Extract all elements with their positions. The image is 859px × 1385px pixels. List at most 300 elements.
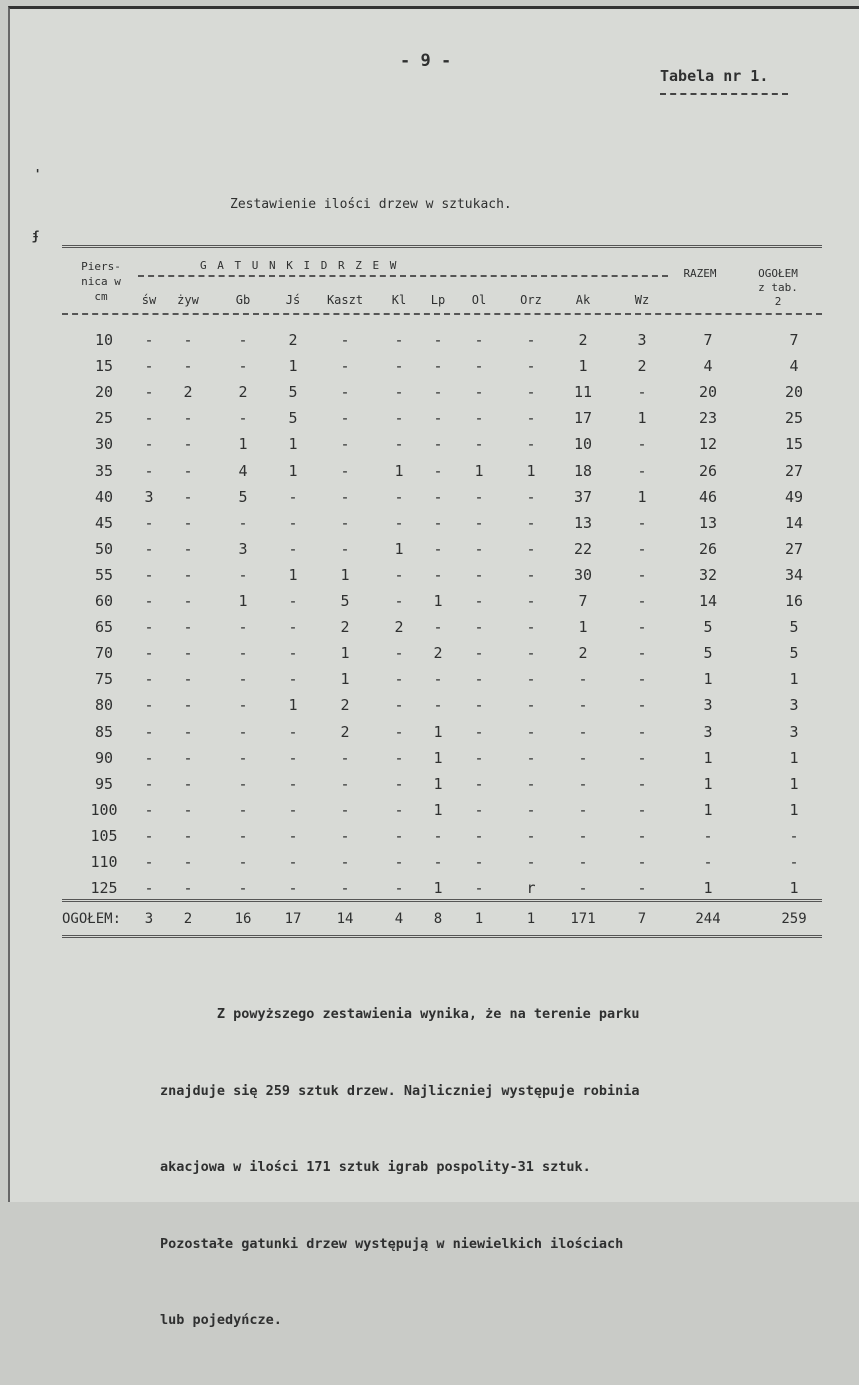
count-cell: - (526, 539, 536, 558)
count-cell: 20 (784, 383, 804, 402)
count-cell: 1 (394, 539, 404, 558)
count-cell: - (340, 331, 350, 349)
diameter-cell: 40 (94, 487, 114, 506)
count-cell: - (238, 644, 248, 663)
table-row (10, 723, 859, 747)
count-cell: 26 (698, 461, 718, 480)
count-cell: - (183, 435, 193, 454)
count-cell: - (474, 879, 484, 898)
count-cell: 20 (698, 383, 718, 402)
count-cell: 1 (340, 644, 350, 663)
count-cell: - (394, 853, 404, 871)
count-cell: 13 (698, 513, 718, 532)
diameter-cell: 80 (94, 696, 114, 715)
total-cell: 14 (336, 911, 354, 927)
diameter-cell: 100 (90, 800, 118, 819)
count-cell: - (474, 383, 484, 402)
count-cell: - (288, 879, 298, 898)
count-cell: r (526, 879, 536, 898)
count-cell: - (474, 357, 484, 376)
count-cell: 4 (238, 461, 248, 480)
count-cell: - (144, 774, 154, 793)
table-row (10, 801, 859, 825)
count-cell: 1 (433, 722, 443, 741)
count-cell: 7 (703, 331, 713, 349)
count-cell: 3 (703, 696, 713, 715)
count-cell: 2 (340, 696, 350, 715)
count-cell: 2 (340, 722, 350, 741)
count-cell: - (144, 853, 154, 871)
species-header: Lp (430, 293, 446, 307)
count-cell: - (288, 774, 298, 793)
count-cell: 1 (703, 879, 713, 898)
count-cell: 1 (789, 670, 799, 689)
count-cell: - (578, 879, 588, 898)
count-cell: 2 (433, 644, 443, 663)
count-cell: - (394, 383, 404, 402)
diameter-cell: 70 (94, 644, 114, 663)
count-cell: - (394, 670, 404, 689)
count-cell: 5 (789, 644, 799, 663)
header-razem: RAZEM (683, 267, 717, 280)
count-cell: 13 (573, 513, 593, 532)
count-cell: - (144, 644, 154, 663)
species-header: Kl (391, 293, 407, 307)
count-cell: 46 (698, 487, 718, 506)
count-cell: 1 (703, 748, 713, 767)
total-cell: 171 (570, 911, 596, 927)
table-row (10, 644, 859, 668)
count-cell: 1 (394, 461, 404, 480)
count-cell: - (238, 670, 248, 689)
count-cell: - (183, 513, 193, 532)
count-cell: - (340, 879, 350, 898)
count-cell: - (474, 592, 484, 610)
total-cell: 4 (394, 911, 404, 927)
table-row (10, 409, 859, 433)
count-cell: - (578, 670, 588, 689)
count-cell: - (340, 435, 350, 454)
count-cell: - (637, 644, 647, 663)
count-cell: 1 (238, 435, 248, 454)
count-cell: 1 (288, 435, 298, 454)
margin-mark-2: ʄ (32, 229, 40, 243)
count-cell: - (789, 853, 799, 871)
table-row (10, 749, 859, 773)
count-cell: - (394, 513, 404, 532)
count-cell: - (433, 565, 443, 584)
count-cell: 2 (340, 618, 350, 637)
count-cell: - (144, 879, 154, 898)
header-ogolem: OGOŁEM z tab. 2 (758, 267, 798, 308)
count-cell: - (340, 748, 350, 767)
count-cell: - (433, 618, 443, 637)
count-cell: 1 (789, 748, 799, 767)
count-cell: - (183, 644, 193, 663)
table-row (10, 696, 859, 720)
count-cell: 25 (784, 409, 804, 428)
count-cell: 18 (573, 461, 593, 480)
table-top-rule (62, 245, 822, 248)
count-cell: 1 (703, 774, 713, 793)
count-cell: - (288, 592, 298, 610)
count-cell: - (144, 383, 154, 402)
count-cell: - (238, 826, 248, 845)
count-cell: - (183, 539, 193, 558)
count-cell: - (526, 826, 536, 845)
count-cell: - (578, 696, 588, 715)
count-cell: 14 (784, 513, 804, 532)
count-cell: - (183, 774, 193, 793)
count-cell: - (394, 435, 404, 454)
total-cell: 3 (144, 911, 154, 927)
count-cell: - (526, 565, 536, 584)
diameter-cell: 15 (94, 357, 114, 376)
table-row (10, 853, 859, 877)
count-cell: 32 (698, 565, 718, 584)
count-cell: - (526, 853, 536, 871)
count-cell: - (474, 409, 484, 428)
count-cell: 10 (573, 435, 593, 454)
count-cell: - (340, 853, 350, 871)
count-cell: 1 (238, 592, 248, 610)
count-cell: 27 (784, 539, 804, 558)
count-cell: - (578, 748, 588, 767)
total-cell: 1 (526, 911, 536, 927)
table-row (10, 331, 859, 355)
count-cell: - (433, 461, 443, 480)
count-cell: - (394, 409, 404, 428)
count-cell: - (288, 748, 298, 767)
totals-bottom-rule (62, 935, 822, 938)
count-cell: 12 (698, 435, 718, 454)
count-cell: - (288, 618, 298, 637)
count-cell: - (288, 513, 298, 532)
count-cell: 14 (698, 592, 718, 610)
count-cell: - (703, 853, 713, 871)
count-cell: - (394, 357, 404, 376)
count-cell: - (637, 383, 647, 402)
count-cell: - (288, 644, 298, 663)
count-cell: - (394, 800, 404, 819)
count-cell: 5 (340, 592, 350, 610)
count-cell: - (394, 565, 404, 584)
count-cell: - (144, 565, 154, 584)
count-cell: - (183, 696, 193, 715)
count-cell: - (183, 722, 193, 741)
count-cell: 17 (573, 409, 593, 428)
count-cell: - (526, 670, 536, 689)
table-label: Tabela nr 1. (660, 67, 769, 85)
count-cell: - (183, 879, 193, 898)
count-cell: 22 (573, 539, 593, 558)
count-cell: - (238, 800, 248, 819)
diameter-cell: 90 (94, 748, 114, 767)
count-cell: - (144, 409, 154, 428)
count-cell: 1 (288, 565, 298, 584)
count-cell: - (238, 722, 248, 741)
count-cell: 1 (433, 774, 443, 793)
count-cell: - (144, 435, 154, 454)
count-cell: - (238, 748, 248, 767)
count-cell: - (144, 539, 154, 558)
count-cell: - (144, 513, 154, 532)
count-cell: - (433, 853, 443, 871)
count-cell: - (394, 487, 404, 506)
header-bottom-rule (62, 313, 822, 315)
count-cell: 2 (394, 618, 404, 637)
diameter-cell: 95 (94, 774, 114, 793)
count-cell: 3 (238, 539, 248, 558)
table-row (10, 540, 859, 564)
count-cell: - (578, 853, 588, 871)
count-cell: - (183, 331, 193, 349)
count-cell: 3 (789, 722, 799, 741)
table-row (10, 618, 859, 642)
count-cell: - (183, 565, 193, 584)
total-cell: 7 (637, 911, 647, 927)
count-cell: - (789, 826, 799, 845)
count-cell: - (637, 461, 647, 480)
count-cell: - (474, 618, 484, 637)
count-cell: 37 (573, 487, 593, 506)
count-cell: - (474, 331, 484, 349)
count-cell: - (637, 539, 647, 558)
count-cell: 5 (288, 383, 298, 402)
count-cell: 2 (238, 383, 248, 402)
count-cell: - (144, 670, 154, 689)
count-cell: 27 (784, 461, 804, 480)
count-cell: - (526, 618, 536, 637)
count-cell: - (288, 800, 298, 819)
count-cell: - (637, 670, 647, 689)
count-cell: - (288, 487, 298, 506)
count-cell: - (144, 800, 154, 819)
count-cell: - (394, 644, 404, 663)
count-cell: - (474, 487, 484, 506)
count-cell: - (526, 774, 536, 793)
count-cell: 2 (637, 357, 647, 376)
count-cell: - (183, 748, 193, 767)
count-cell: - (183, 357, 193, 376)
diameter-cell: 110 (90, 853, 118, 871)
count-cell: - (433, 539, 443, 558)
count-cell: 30 (573, 565, 593, 584)
count-cell: 26 (698, 539, 718, 558)
count-cell: - (238, 331, 248, 349)
count-cell: 1 (578, 618, 588, 637)
count-cell: - (433, 331, 443, 349)
count-cell: - (474, 774, 484, 793)
count-cell: - (340, 461, 350, 480)
count-cell: - (288, 722, 298, 741)
count-cell: 5 (789, 618, 799, 637)
count-cell: - (340, 487, 350, 506)
count-cell: 3 (144, 487, 154, 506)
count-cell: 1 (789, 879, 799, 898)
count-cell: 7 (578, 592, 588, 610)
total-cell: 2 (183, 911, 193, 927)
totals-label: OGOŁEM: (62, 911, 122, 927)
count-cell: - (526, 644, 536, 663)
count-cell: - (474, 696, 484, 715)
table-row (10, 462, 859, 486)
count-cell: - (238, 565, 248, 584)
count-cell: - (526, 357, 536, 376)
count-cell: 3 (789, 696, 799, 715)
table-row (10, 775, 859, 799)
count-cell: - (637, 722, 647, 741)
document-page (8, 6, 859, 1328)
table-row (10, 488, 859, 512)
species-header: Gb (235, 293, 251, 307)
count-cell: - (703, 826, 713, 845)
count-cell: - (637, 879, 647, 898)
totals-top-rule (62, 899, 822, 902)
species-header: Kaszt (326, 293, 364, 307)
count-cell: - (183, 461, 193, 480)
count-cell: - (183, 592, 193, 610)
count-cell: - (637, 800, 647, 819)
table-row (10, 514, 859, 538)
count-cell: 1 (340, 670, 350, 689)
count-cell: - (474, 644, 484, 663)
group-header-rule (138, 275, 668, 277)
count-cell: - (526, 487, 536, 506)
count-cell: 1 (526, 461, 536, 480)
count-cell: - (144, 722, 154, 741)
count-cell: - (394, 774, 404, 793)
species-header: Ol (471, 293, 487, 307)
count-cell: 1 (433, 748, 443, 767)
count-cell: - (340, 357, 350, 376)
count-cell: - (578, 774, 588, 793)
count-cell: 34 (784, 565, 804, 584)
count-cell: - (637, 748, 647, 767)
count-cell: - (288, 826, 298, 845)
diameter-cell: 55 (94, 565, 114, 584)
count-cell: - (637, 774, 647, 793)
page-number: - 9 - (400, 51, 452, 71)
count-cell: - (340, 774, 350, 793)
count-cell: - (433, 409, 443, 428)
count-cell: 7 (789, 331, 799, 349)
count-cell: - (637, 513, 647, 532)
count-cell: 1 (637, 409, 647, 428)
diameter-cell: 85 (94, 722, 114, 741)
paragraph-line: lub pojedyńcze. (160, 1312, 282, 1328)
count-cell: - (183, 826, 193, 845)
count-cell: 5 (703, 618, 713, 637)
species-header: Wz (634, 293, 650, 307)
paragraph-line: Pozostałe gatunki drzew występują w niewielkich ilościach (160, 1235, 624, 1252)
count-cell: - (144, 826, 154, 845)
count-cell: 4 (703, 357, 713, 376)
count-cell: - (474, 826, 484, 845)
diameter-cell: 60 (94, 592, 114, 610)
count-cell: 1 (433, 800, 443, 819)
count-cell: - (474, 853, 484, 871)
count-cell: 2 (578, 644, 588, 663)
count-cell: - (526, 435, 536, 454)
totals-line (10, 911, 859, 935)
count-cell: - (394, 879, 404, 898)
diameter-cell: 75 (94, 670, 114, 689)
count-cell: - (183, 487, 193, 506)
count-cell: 1 (433, 879, 443, 898)
count-cell: - (183, 670, 193, 689)
count-cell: - (238, 853, 248, 871)
count-cell: - (578, 826, 588, 845)
count-cell: 5 (288, 409, 298, 428)
count-cell: 11 (573, 383, 593, 402)
count-cell: - (394, 722, 404, 741)
total-cell: 17 (284, 911, 302, 927)
count-cell: - (288, 539, 298, 558)
table-row (10, 592, 859, 616)
count-cell: 1 (789, 800, 799, 819)
count-cell: - (183, 800, 193, 819)
count-cell: - (433, 513, 443, 532)
count-cell: - (144, 748, 154, 767)
count-cell: 3 (703, 722, 713, 741)
count-cell: 1 (340, 565, 350, 584)
count-cell: - (526, 748, 536, 767)
count-cell: - (340, 409, 350, 428)
count-cell: - (474, 539, 484, 558)
count-cell: - (340, 800, 350, 819)
table-row (10, 566, 859, 590)
total-cell: 1 (474, 911, 484, 927)
header-piersnica: Piers- nica w cm (81, 260, 121, 303)
count-cell: - (526, 696, 536, 715)
count-cell: - (433, 826, 443, 845)
count-cell: - (288, 853, 298, 871)
count-cell: - (238, 357, 248, 376)
count-cell: 2 (288, 331, 298, 349)
count-cell: 3 (637, 331, 647, 349)
table-row (10, 435, 859, 459)
count-cell: - (433, 670, 443, 689)
total-cell: 8 (433, 911, 443, 927)
table-row (10, 827, 859, 851)
count-cell: 49 (784, 487, 804, 506)
count-cell: - (637, 565, 647, 584)
count-cell: - (474, 513, 484, 532)
count-cell: - (637, 618, 647, 637)
summary-paragraph (160, 951, 640, 1385)
count-cell: - (526, 331, 536, 349)
count-cell: - (144, 357, 154, 376)
total-cell: 16 (234, 911, 252, 927)
count-cell: - (144, 461, 154, 480)
count-cell: 5 (238, 487, 248, 506)
table-row (10, 670, 859, 694)
species-header: Jś (285, 293, 301, 307)
count-cell: 1 (637, 487, 647, 506)
count-cell: - (526, 592, 536, 610)
count-cell: - (144, 618, 154, 637)
count-cell: - (637, 435, 647, 454)
count-cell: - (340, 826, 350, 845)
count-cell: 2 (183, 383, 193, 402)
count-cell: - (433, 357, 443, 376)
count-cell: 1 (578, 357, 588, 376)
count-cell: - (238, 774, 248, 793)
count-cell: - (474, 670, 484, 689)
count-cell: - (144, 331, 154, 349)
count-cell: 1 (288, 461, 298, 480)
